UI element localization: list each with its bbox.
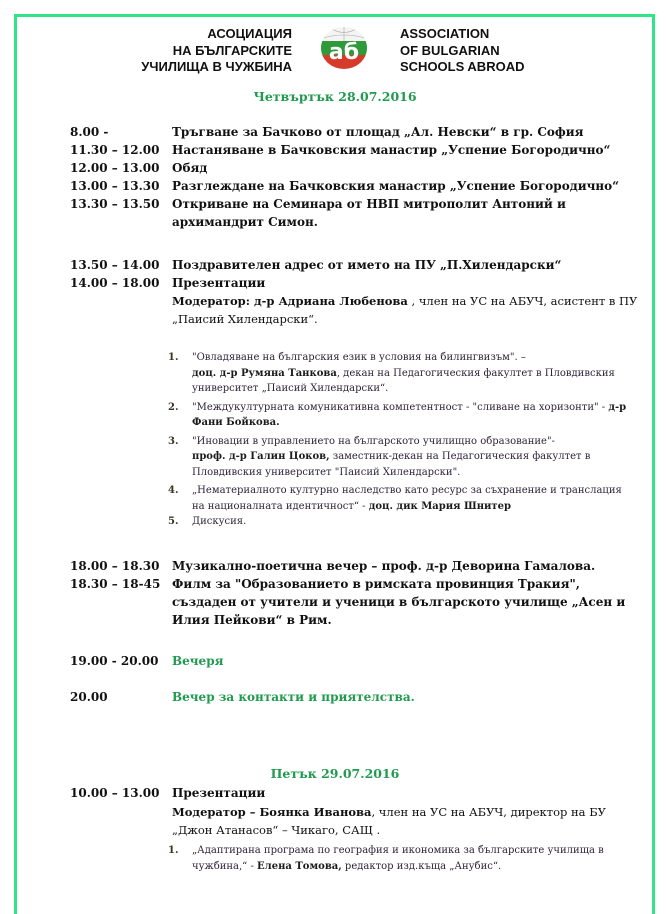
presentation-list (166, 843, 636, 874)
abuch-logo-icon (320, 26, 368, 70)
presentation-speaker-details: редактор изд.къща „Анубис“. (341, 860, 502, 872)
org-name-en-line: SCHOOLS ABROAD (400, 59, 525, 74)
moderator-line (172, 803, 642, 839)
item-number: 4. (168, 485, 179, 496)
moderator-details: , член на УС на АБУЧ, директор на БУ „Джон Атанасов“ – Чикаго, САЩ . (172, 805, 606, 837)
org-name-bg-line: АСОЦИАЦИЯ (207, 26, 292, 41)
schedule-desc: Настаняване в Бачковския манастир „Успение Богородично“ (172, 143, 611, 157)
schedule-time: 13.50 – 14.00 (70, 258, 160, 272)
presentation-speaker: доц. д-р Румяна Танкова (192, 367, 337, 379)
item-number: 2. (168, 401, 179, 413)
presentation-item (166, 514, 636, 530)
presentation-list (166, 350, 636, 530)
presentation-title: „Нематериалното културно наследство като ресурс за съхранение и транслация на националната идентичност“ - (192, 485, 622, 512)
item-number: 3. (168, 435, 179, 447)
schedule-desc: Филм за "Образованието в римската провинция Тракия", създаден от учители и ученици в българското училище „Асен и Илия Пейкови“ в Рим. (172, 577, 626, 627)
presentation-title: "Овладяване на българския език в условия на билингвизъм". – (192, 352, 526, 363)
presentation-item (166, 843, 636, 874)
item-number: 1. (168, 352, 179, 363)
schedule-time: 18.00 – 18.30 (70, 559, 160, 573)
schedule-desc: Разглеждане на Бачковския манастир „Успение Богородично“ (172, 179, 620, 193)
schedule-desc: Обяд (172, 161, 208, 175)
schedule-desc: Музикално-поетична вечер – проф. д-р Деворина Гамалова. (172, 559, 596, 573)
schedule-desc: Откриване на Семинара от НВП митрополит Антоний и архимандрит Симон. (172, 197, 566, 229)
day-heading-friday: Петък 29.07.2016 (270, 766, 400, 781)
schedule-time: 18.30 – 18-45 (70, 577, 161, 591)
logo-letters: аб (328, 40, 360, 65)
schedule-desc: Презентации (172, 786, 266, 800)
schedule-time: 13.00 – 13.30 (70, 179, 160, 193)
schedule-time: 8.00 - (70, 125, 109, 139)
presentation-item (166, 483, 636, 514)
schedule-desc: Презентации (172, 276, 266, 290)
presentation-item (166, 400, 636, 431)
presentation-title: „Адаптирана програма по география и икономика за българските училища в чужбина,“ - (192, 845, 604, 872)
schedule-desc: Тръгване за Бачково от площад „Ал. Невски“ в гр. София (172, 125, 584, 139)
presentation-title: "Иновации в управлението на българското училищно образование"- (192, 435, 555, 447)
schedule-time: 20.00 (70, 690, 108, 704)
schedule-time: 12.00 – 13.00 (70, 161, 160, 175)
org-name-en-line: ASSOCIATION (400, 26, 490, 41)
presentation-item (166, 350, 636, 397)
day-heading-thursday: Четвъртък 28.07.2016 (253, 89, 417, 104)
presentation-speaker: проф. д-р Галин Цоков, (192, 451, 330, 462)
schedule-desc: Вечер за контакти и приятелства. (172, 690, 415, 704)
presentation-speaker: доц. дик Мария Шнитер (368, 500, 511, 512)
presentation-speaker: д-р Фани Бойкова. (192, 401, 627, 428)
org-name-english (400, 26, 524, 76)
org-name-bg-line: УЧИЛИЩА В ЧУЖБИНА (141, 59, 292, 74)
presentation-item (166, 434, 636, 481)
presentation-title: "Междукултурната комуникативна компетентност - "сливане на хоризонти" - (192, 401, 609, 413)
moderator-line (172, 292, 642, 328)
schedule-time: 11.30 – 12.00 (70, 143, 160, 157)
moderator-name: Модератор: д-р Адриана Любенова (172, 294, 408, 308)
presentation-speaker: Елена Томова, (257, 860, 342, 872)
presentation-speaker-details: заместник-декан на Педагогическия факултет в Пловдивския университет "Паисий Хилендарски". (192, 451, 591, 478)
schedule-time: 10.00 – 13.00 (70, 786, 160, 800)
presentation-title: Дискусия. (192, 516, 247, 527)
moderator-details: , член на УС на АБУЧ, асистент в ПУ „Паисий Хилендарски“. (172, 294, 638, 326)
schedule-time: 13.30 – 13.50 (70, 197, 160, 211)
schedule-desc: Вечеря (172, 654, 224, 668)
schedule-time: 19.00 - 20.00 (70, 654, 159, 668)
letterhead (0, 24, 670, 80)
presentation-speaker-details: , декан на Педагогическия факултет в Пловдивския университет „Паисий Хилендарски“. (192, 367, 615, 394)
org-name-bg-line: НА БЪЛГАРСКИТЕ (172, 42, 292, 58)
schedule-desc: Поздравителен адрес от името на ПУ „П.Хилендарски“ (172, 258, 562, 272)
item-number: 5. (168, 516, 179, 527)
org-name-en-line: OF BULGARIAN (400, 42, 500, 58)
moderator-name: Модератор – Боянка Иванова (172, 805, 372, 819)
org-name-bulgarian (141, 26, 292, 76)
item-number: 1. (168, 845, 179, 856)
schedule-time: 14.00 – 18.00 (70, 276, 160, 290)
